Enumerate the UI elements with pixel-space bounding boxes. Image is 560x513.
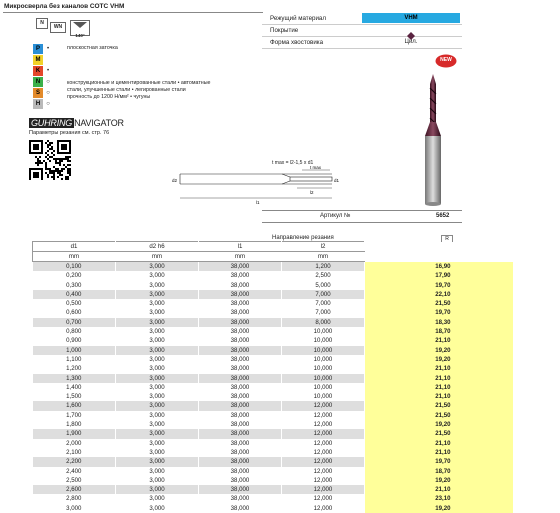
- cell-d1: 1,100: [33, 355, 116, 364]
- spec-row-coating: [262, 25, 462, 37]
- cell-price: 19,70: [365, 308, 513, 317]
- table-row: [33, 383, 513, 392]
- cell-l1: 38,000: [199, 457, 282, 466]
- cell-d2: 3,000: [116, 271, 199, 280]
- table-row: [33, 355, 513, 364]
- cell-price: 21,10: [365, 485, 513, 494]
- cell-price: 17,90: [365, 271, 513, 280]
- cell-l2: 12,000: [282, 485, 365, 494]
- material-letter: M: [33, 55, 43, 65]
- table-row: [33, 439, 513, 448]
- column-header-l2: l2: [282, 242, 365, 252]
- cell-price: 21,50: [365, 299, 513, 308]
- navigator-word: NAVIGATOR: [74, 118, 124, 128]
- cell-l1: 38,000: [199, 318, 282, 327]
- material-group-s: [33, 88, 59, 98]
- cell-d1: 0,900: [33, 336, 116, 345]
- drawing-tmax: t max: [310, 165, 322, 170]
- cell-l1: 38,000: [199, 411, 282, 420]
- table-row: [33, 392, 513, 401]
- unit-d2: mm: [116, 252, 199, 262]
- cell-d2: 3,000: [116, 318, 199, 327]
- cell-l2: 12,000: [282, 429, 365, 438]
- cell-d2: 3,000: [116, 355, 199, 364]
- table-row: [33, 457, 513, 466]
- cell-price: 21,10: [365, 448, 513, 457]
- cell-d2: 3,000: [116, 448, 199, 457]
- cell-d1: 0,800: [33, 327, 116, 336]
- cell-l1: 38,000: [199, 290, 282, 299]
- drawing-d1: d1: [334, 178, 340, 183]
- cell-l1: 38,000: [199, 299, 282, 308]
- unit-l2: mm: [282, 252, 365, 262]
- cell-l2: 12,000: [282, 439, 365, 448]
- cell-l1: 38,000: [199, 401, 282, 410]
- cell-d2: 3,000: [116, 420, 199, 429]
- cell-l2: 10,000: [282, 355, 365, 364]
- cell-l1: 38,000: [199, 420, 282, 429]
- cell-d2: 3,000: [116, 467, 199, 476]
- cell-l2: 12,000: [282, 504, 365, 513]
- table-row: [33, 467, 513, 476]
- cell-d2: 3,000: [116, 457, 199, 466]
- cell-d2: 3,000: [116, 392, 199, 401]
- spec-row-shank: [262, 37, 462, 49]
- cell-l2: 7,000: [282, 299, 365, 308]
- cell-d2: 3,000: [116, 401, 199, 410]
- cell-l2: 12,000: [282, 411, 365, 420]
- navigator-brand: GUHRING: [29, 118, 74, 128]
- cell-l2: 12,000: [282, 494, 365, 503]
- cell-l1: 38,000: [199, 504, 282, 513]
- page-title: Микросверла без каналов СОТС VHM: [4, 3, 124, 10]
- unit-d1: mm: [33, 252, 116, 262]
- cell-price: 21,10: [365, 364, 513, 373]
- cell-price: 18,70: [365, 467, 513, 476]
- cell-price: 21,10: [365, 374, 513, 383]
- cell-d2: 3,000: [116, 476, 199, 485]
- material-letter: S: [33, 88, 43, 98]
- table-unit-row: [33, 252, 513, 262]
- cell-price: 21,10: [365, 392, 513, 401]
- cell-l1: 38,000: [199, 374, 282, 383]
- cell-l2: 10,000: [282, 364, 365, 373]
- cell-price: 18,30: [365, 318, 513, 327]
- cell-d2: 3,000: [116, 346, 199, 355]
- cell-d2: 3,000: [116, 494, 199, 503]
- spec-row-material: [262, 13, 462, 25]
- cell-d1: 1,500: [33, 392, 116, 401]
- cell-price: 21,50: [365, 401, 513, 410]
- point-angle-badge: [70, 20, 90, 36]
- cutting-direction-icon: R: [441, 235, 453, 244]
- cell-d2: 3,000: [116, 327, 199, 336]
- drawing-d2: d2: [172, 178, 178, 183]
- drill-image: [419, 74, 449, 211]
- spec-value-material: VHM: [362, 13, 460, 23]
- table-row: [33, 318, 513, 327]
- cell-l2: 12,000: [282, 401, 365, 410]
- table-row: [33, 401, 513, 410]
- cell-l1: 38,000: [199, 485, 282, 494]
- cell-d1: 1,600: [33, 401, 116, 410]
- cell-price: 19,20: [365, 355, 513, 364]
- unit-price: [365, 252, 513, 262]
- cell-l1: 38,000: [199, 271, 282, 280]
- table-header-row: [33, 242, 513, 252]
- cell-l1: 38,000: [199, 364, 282, 373]
- cell-d1: 1,200: [33, 364, 116, 373]
- cell-l1: 38,000: [199, 476, 282, 485]
- drawing-l1: l1: [256, 200, 260, 205]
- material-group-m: [33, 55, 59, 65]
- cell-d1: 1,000: [33, 346, 116, 355]
- cell-price: 19,20: [365, 504, 513, 513]
- spec-value-shank: Цил.: [362, 39, 460, 45]
- cell-d2: 3,000: [116, 262, 199, 272]
- cell-l1: 38,000: [199, 392, 282, 401]
- cell-price: 19,20: [365, 420, 513, 429]
- cell-l1: 38,000: [199, 439, 282, 448]
- unit-l1: mm: [199, 252, 282, 262]
- cell-d2: 3,000: [116, 374, 199, 383]
- cell-l2: 5,000: [282, 281, 365, 290]
- cell-l1: 38,000: [199, 281, 282, 290]
- material-group-h: [33, 99, 59, 109]
- navigator-logo: [29, 118, 124, 128]
- cell-d1: 2,200: [33, 457, 116, 466]
- cell-l2: 12,000: [282, 457, 365, 466]
- cell-l1: 38,000: [199, 383, 282, 392]
- table-row: [33, 476, 513, 485]
- cell-d1: 2,500: [33, 476, 116, 485]
- article-divider-bottom: [262, 222, 462, 223]
- cell-d2: 3,000: [116, 364, 199, 373]
- cell-d2: 3,000: [116, 383, 199, 392]
- cell-l2: 7,000: [282, 308, 365, 317]
- badge-n: N: [36, 18, 48, 29]
- cell-d1: 0,400: [33, 290, 116, 299]
- table-row: [33, 448, 513, 457]
- cell-price: 21,10: [365, 439, 513, 448]
- cell-l1: 38,000: [199, 494, 282, 503]
- table-row: [33, 327, 513, 336]
- qr-code[interactable]: [29, 140, 71, 180]
- column-header-price: [365, 242, 513, 252]
- table-row: [33, 262, 513, 272]
- cell-l2: 12,000: [282, 420, 365, 429]
- cell-l1: 38,000: [199, 467, 282, 476]
- cell-l2: 1,200: [282, 262, 365, 272]
- spec-table: [262, 13, 462, 49]
- cell-d2: 3,000: [116, 299, 199, 308]
- cell-l2: 10,000: [282, 336, 365, 345]
- cell-d1: 0,200: [33, 271, 116, 280]
- cell-price: 22,10: [365, 290, 513, 299]
- cell-d1: 0,700: [33, 318, 116, 327]
- cell-d2: 3,000: [116, 429, 199, 438]
- material-letter: K: [33, 66, 43, 76]
- article-number: 5652: [436, 213, 449, 219]
- drawing-formula: t max = l2-1,5 x d1: [272, 160, 313, 166]
- material-note-line2: стали, улучшенные стали • легированные стали: [67, 87, 186, 94]
- table-row: [33, 420, 513, 429]
- spec-label-material: Режущий материал: [270, 15, 326, 22]
- column-header-l1: l1: [199, 242, 282, 252]
- drill-drawing: [172, 158, 342, 211]
- spec-label-coating: Покрытие: [270, 27, 298, 34]
- table-row: [33, 281, 513, 290]
- spec-label-shank: Форма хвостовика: [270, 39, 323, 46]
- cell-d1: 0,600: [33, 308, 116, 317]
- material-letter: N: [33, 77, 43, 87]
- table-row: [33, 364, 513, 373]
- article-label: Артикул №: [320, 213, 350, 219]
- cell-price: 16,90: [365, 262, 513, 272]
- cell-price: 18,70: [365, 327, 513, 336]
- cell-l2: 12,000: [282, 467, 365, 476]
- cell-d1: 2,100: [33, 448, 116, 457]
- material-group-n: [33, 77, 59, 87]
- cell-l1: 38,000: [199, 336, 282, 345]
- material-suitability: ○: [43, 99, 53, 109]
- cell-l2: 2,500: [282, 271, 365, 280]
- cell-d1: 2,000: [33, 439, 116, 448]
- cell-price: 21,50: [365, 411, 513, 420]
- drawing-l2: l2: [310, 190, 314, 195]
- cell-price: 19,20: [365, 346, 513, 355]
- table-row: [33, 299, 513, 308]
- point-angle-label: 140°: [71, 33, 89, 38]
- material-suitability: •: [43, 66, 53, 76]
- cell-l1: 38,000: [199, 327, 282, 336]
- cell-l2: 8,000: [282, 318, 365, 327]
- cell-price: 19,70: [365, 457, 513, 466]
- cell-l2: 12,000: [282, 476, 365, 485]
- cell-d1: 0,100: [33, 262, 116, 272]
- material-letter: H: [33, 99, 43, 109]
- cell-d1: 0,300: [33, 281, 116, 290]
- cell-l1: 38,000: [199, 346, 282, 355]
- material-group-k: [33, 66, 59, 76]
- badge-wn: WN: [50, 22, 66, 33]
- table-row: [33, 346, 513, 355]
- material-suitability: ○: [43, 88, 53, 98]
- cell-l1: 38,000: [199, 448, 282, 457]
- material-suitability: •: [43, 44, 53, 54]
- cell-l1: 38,000: [199, 308, 282, 317]
- new-badge: [435, 54, 457, 68]
- product-table: [32, 241, 513, 513]
- cell-price: 21,10: [365, 383, 513, 392]
- cutting-direction-label: Направление резания: [272, 235, 334, 241]
- cell-price: 23,10: [365, 494, 513, 503]
- table-body: [33, 262, 513, 513]
- article-divider: [262, 210, 462, 211]
- table-row: [33, 374, 513, 383]
- cell-d1: 1,800: [33, 420, 116, 429]
- cell-l2: 10,000: [282, 346, 365, 355]
- cell-l1: 38,000: [199, 429, 282, 438]
- cell-l2: 10,000: [282, 383, 365, 392]
- cell-d2: 3,000: [116, 281, 199, 290]
- cell-d2: 3,000: [116, 336, 199, 345]
- new-badge-label: NEW: [435, 57, 457, 63]
- material-letter: P: [33, 44, 43, 54]
- cell-l2: 10,000: [282, 392, 365, 401]
- cell-d2: 3,000: [116, 290, 199, 299]
- cutting-params-ref: Параметры резания см. стр. 76: [29, 130, 109, 136]
- table-row: [33, 429, 513, 438]
- table-row: [33, 485, 513, 494]
- column-header-d2: d2 h6: [116, 242, 199, 252]
- table-row: [33, 494, 513, 503]
- cell-d1: 2,600: [33, 485, 116, 494]
- cell-l2: 10,000: [282, 374, 365, 383]
- cell-price: 19,70: [365, 281, 513, 290]
- drill-tip-icon: [71, 21, 89, 29]
- column-header-d1: d1: [33, 242, 116, 252]
- cell-l2: 7,000: [282, 290, 365, 299]
- cell-d2: 3,000: [116, 411, 199, 420]
- flat-grind-note: плоскостная заточка: [67, 45, 118, 52]
- table-row: [33, 271, 513, 280]
- cell-price: 21,50: [365, 429, 513, 438]
- cell-d2: 3,000: [116, 504, 199, 513]
- cell-d1: 1,400: [33, 383, 116, 392]
- cell-l1: 38,000: [199, 355, 282, 364]
- cell-d1: 3,000: [33, 504, 116, 513]
- cell-d1: 1,900: [33, 429, 116, 438]
- material-note-line3: прочность до 1200 Н/мм² • чугуны: [67, 94, 150, 101]
- material-group-p: [33, 44, 59, 54]
- cell-l2: 10,000: [282, 327, 365, 336]
- cell-price: 19,20: [365, 476, 513, 485]
- cell-d2: 3,000: [116, 439, 199, 448]
- table-row: [33, 308, 513, 317]
- cell-l1: 38,000: [199, 262, 282, 272]
- cell-d1: 1,300: [33, 374, 116, 383]
- cell-d1: 2,800: [33, 494, 116, 503]
- table-row: [33, 290, 513, 299]
- cell-d1: 2,400: [33, 467, 116, 476]
- cell-d1: 1,700: [33, 411, 116, 420]
- table-row: [33, 336, 513, 345]
- material-suitability: ○: [43, 77, 53, 87]
- table-row: [33, 504, 513, 513]
- material-note-line1: конструкционные и цементированные стали • автоматные: [67, 80, 210, 87]
- cell-d2: 3,000: [116, 485, 199, 494]
- header-divider: [3, 12, 263, 13]
- cell-l2: 12,000: [282, 448, 365, 457]
- cell-d2: 3,000: [116, 308, 199, 317]
- cell-price: 21,10: [365, 336, 513, 345]
- cell-d1: 0,500: [33, 299, 116, 308]
- table-row: [33, 411, 513, 420]
